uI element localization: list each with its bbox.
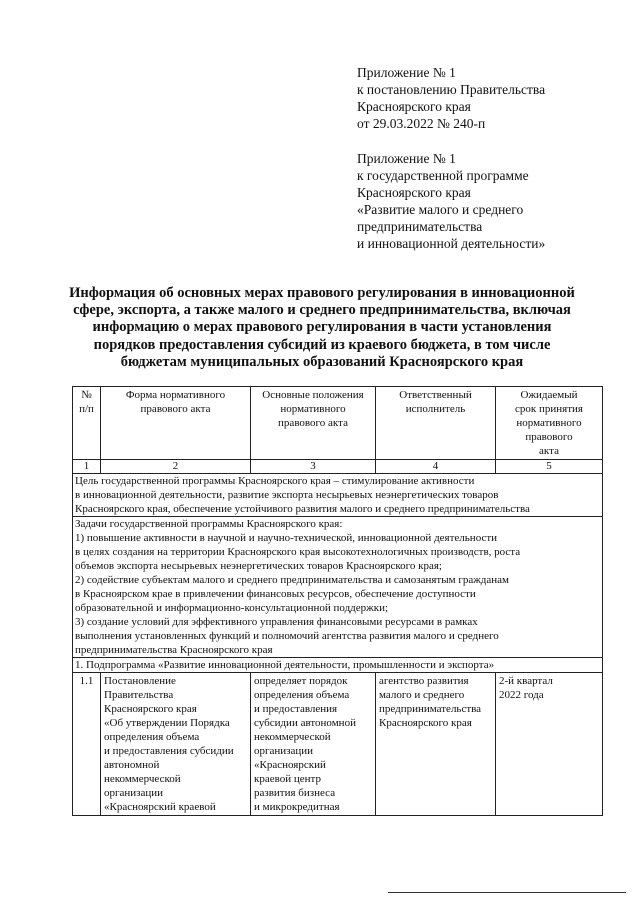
column-number-row bbox=[73, 460, 603, 474]
table-header-row bbox=[73, 387, 603, 460]
program-tasks: Задачи государственной программы Красноярского края: 1) повышение активности в научной и научно-технической, инновационной деятельности в целях создания на территории Красноярского края высокотехнологичных производств, роста объемов экспорта несырьевых неэнергетических товаров Красноярского края; 2) содействие субъектам малого и среднего предпринимательства и самозанятым гражданам в Красноярском крае в привлечении финансовых ресурсов, обеспечение доступности образовательной и информационно-консультационной поддержки; 3) создание условий для эффективного управления финансовыми ресурсами в рамках выполнения установленных функций и полномочий агентства развития малого и среднего предпринимательства Красноярского края bbox=[73, 517, 603, 658]
column-number: 2 bbox=[101, 460, 251, 474]
goal-row bbox=[73, 474, 603, 517]
row-number: 1.1 bbox=[73, 673, 101, 816]
subprogram-row bbox=[73, 658, 603, 673]
row-form: Постановление Правительства Красноярского края «Об утверждении Порядка определения объема и предоставления субсидии автономной некоммерческой организации «Красноярский краевой bbox=[101, 673, 251, 816]
column-number: 3 bbox=[251, 460, 376, 474]
title-line: Информация об основных мерах правового регулирования в инновационной bbox=[69, 285, 575, 301]
footer-divider bbox=[388, 892, 626, 893]
document-title bbox=[62, 285, 582, 371]
header-cell-number: № п/п bbox=[73, 387, 101, 460]
subprogram-title: 1. Подпрограмма «Развитие инновационной деятельности, промышленности и экспорта» bbox=[73, 658, 603, 673]
column-number: 5 bbox=[496, 460, 603, 474]
row-provisions: определяет порядок определения объема и предоставления субсидии автономной некоммерческой организации «Красноярский краевой центр развития бизнеса и микрокредитная bbox=[251, 673, 376, 816]
title-line: сфере, экспорта, а также малого и среднего предпринимательства, включая bbox=[73, 302, 571, 319]
appendix-line: и инновационной деятельности» bbox=[357, 236, 546, 251]
program-goal: Цель государственной программы Красноярского края – стимулирование активности в инновационной деятельности, развитие экспорта несырьевых неэнергетических товаров Красноярского края, обеспечение устойчивого развития малого и среднего предпринимательства bbox=[73, 474, 603, 517]
appendix-line: к государственной программе bbox=[357, 168, 529, 183]
header-cell-provisions: Основные положения нормативного правового акта bbox=[251, 387, 376, 460]
appendix-to-resolution bbox=[357, 64, 627, 132]
regulation-table bbox=[72, 386, 603, 816]
title-line: информацию о мерах правового регулирования в части установления bbox=[92, 319, 552, 336]
tasks-row bbox=[73, 517, 603, 658]
row-executor: агентство развития малого и среднего предпринимательства Красноярского края bbox=[376, 673, 496, 816]
appendix-line: Приложение № 1 bbox=[357, 151, 456, 166]
column-number: 1 bbox=[73, 460, 101, 474]
header-cell-form: Форма нормативного правового акта bbox=[101, 387, 251, 460]
header-cell-executor: Ответственный исполнитель bbox=[376, 387, 496, 460]
appendix-line: предпринимательства bbox=[357, 219, 483, 234]
appendix-line: Красноярского края bbox=[357, 99, 471, 114]
header-cell-term: Ожидаемый срок принятия нормативного правового акта bbox=[496, 387, 603, 460]
appendix-line: Приложение № 1 bbox=[357, 65, 456, 80]
appendix-line: «Развитие малого и среднего bbox=[357, 202, 524, 217]
row-term: 2-й квартал 2022 года bbox=[496, 673, 603, 816]
appendix-to-program bbox=[357, 150, 627, 252]
appendix-line: Красноярского края bbox=[357, 185, 471, 200]
appendix-line: к постановлению Правительства bbox=[357, 82, 546, 97]
table-row bbox=[73, 673, 603, 816]
column-number: 4 bbox=[376, 460, 496, 474]
appendix-line: от 29.03.2022 № 240-п bbox=[357, 116, 486, 131]
title-line: бюджетам муниципальных образований Красноярского края bbox=[120, 353, 524, 370]
title-line: порядков предоставления субсидий из краевого бюджета, в том числе bbox=[93, 336, 551, 353]
